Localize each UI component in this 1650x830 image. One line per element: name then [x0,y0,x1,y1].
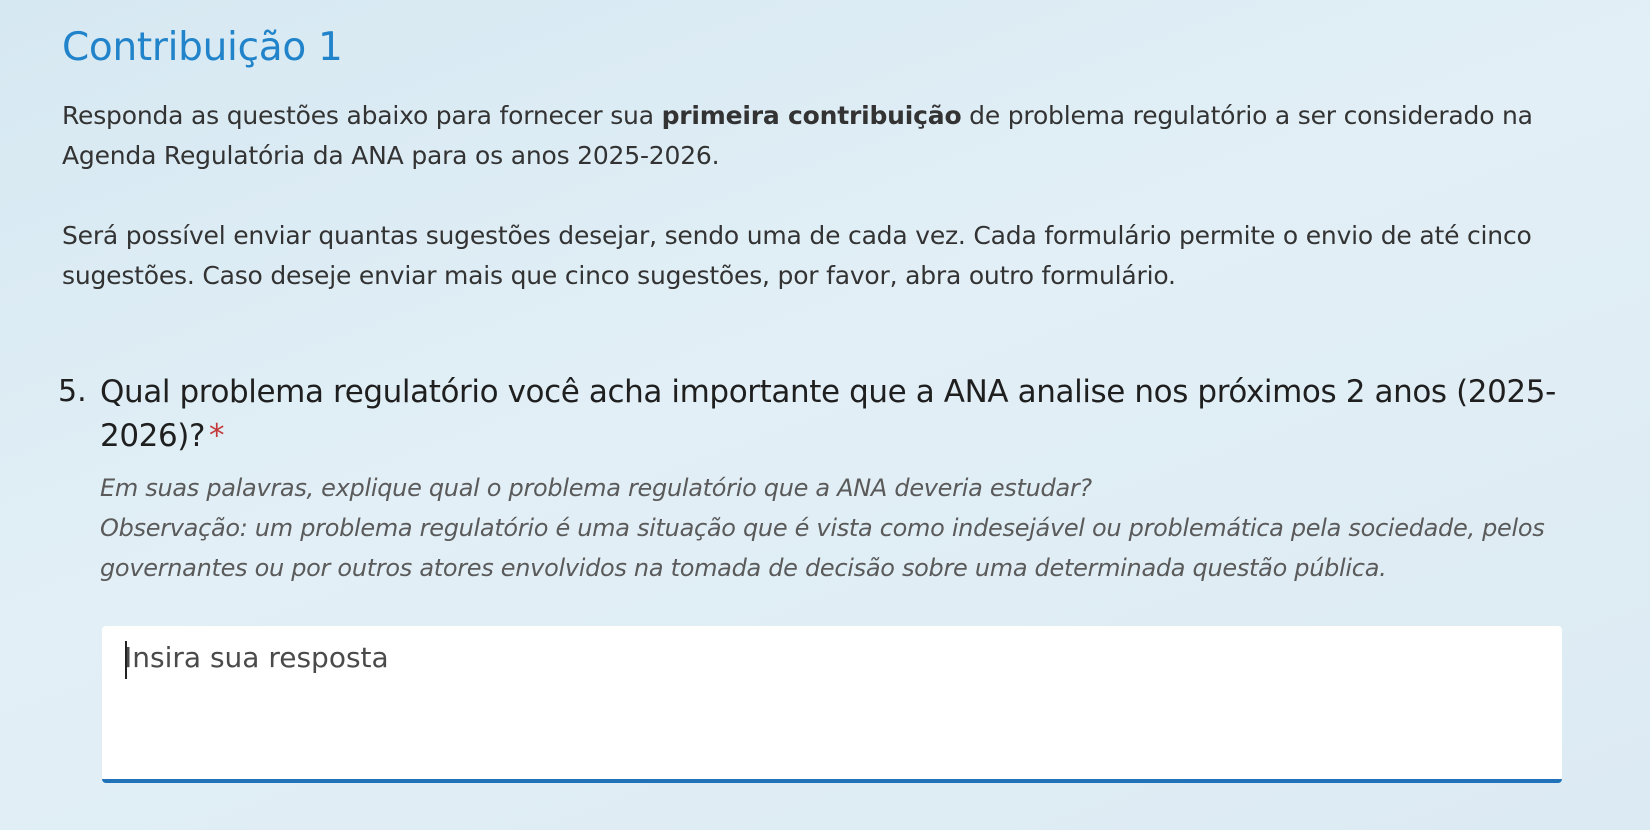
description-paragraph-2: Será possível enviar quantas sugestões desejar, sendo uma de cada vez. Cada formulário permite o envio de até cinco sugestões. Caso deseje enviar mais que cinco sugestões, por favor, abra outro formulário. [62,221,1532,290]
question-subtitle-line-2: Observação: um problema regulatório é uma situação que é vista como indesejável ou problemática pela sociedade, pelos governantes ou por outros atores envolvidos na tomada de decisão sobre uma determinada questão pública. [100,514,1545,582]
question-title [100,370,1560,458]
required-marker: * [209,418,225,454]
question-title-text: Qual problema regulatório você acha importante que a ANA analise nos próximos 2 anos (2025-2026)? [100,374,1556,454]
question-number: 5. [58,374,87,409]
question-subtitle-line-1: Em suas palavras, explique qual o problema regulatório que a ANA deveria estudar? [100,474,1092,502]
text-cursor [125,641,127,679]
description-text-start: Responda as questões abaixo para fornecer sua [62,101,662,130]
section-description [62,96,1562,296]
description-bold-text: primeira contribuição [661,101,962,130]
contribution-section [62,22,1562,296]
answer-textarea[interactable] [102,626,1562,783]
question-body [100,370,1560,588]
question-subtitle [100,468,1560,588]
description-text-end: de problema regulatório a ser considerado na Agenda Regulatória da ANA para os anos 2025-2026. [62,101,1533,170]
section-title: Contribuição 1 [62,25,343,70]
description-paragraph-1 [62,96,1562,176]
